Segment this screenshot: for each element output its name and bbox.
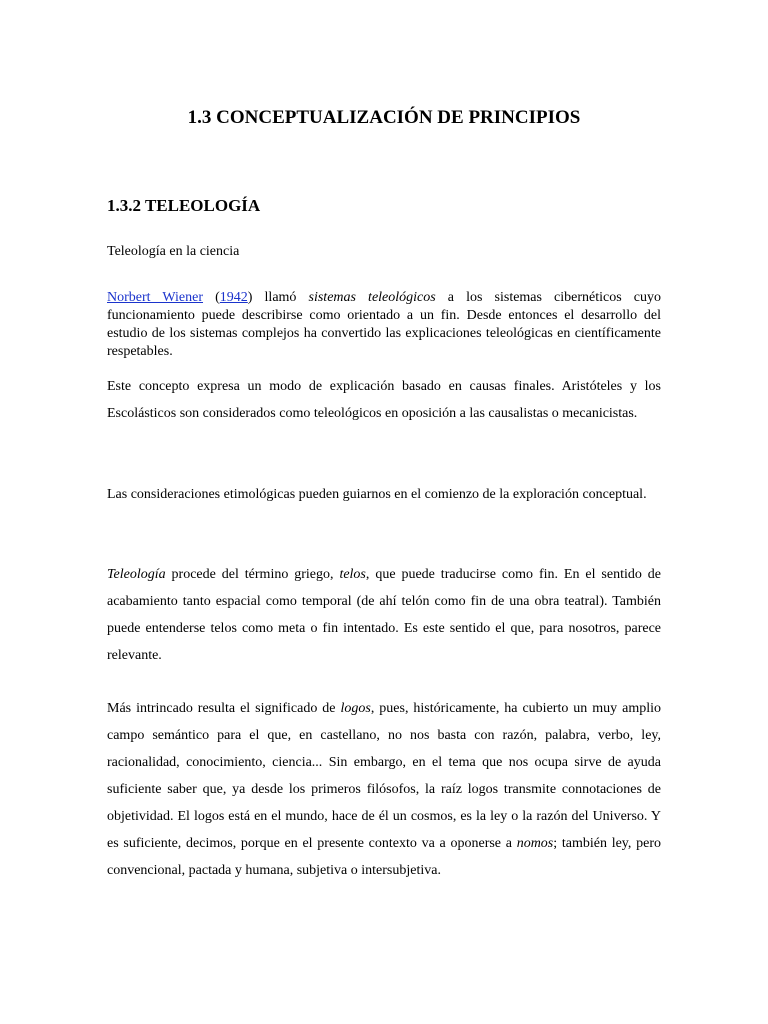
paragraph-4 <box>107 561 661 669</box>
paragraph-2: Este concepto expresa un modo de explicación basado en causas finales. Aristóteles y los Escolásticos son considerados como teleológicos en oposición a las causalistas o mecanicistas. <box>107 379 661 421</box>
paragraph-4-italic-start: Teleología <box>107 567 166 582</box>
paragraph-1 <box>107 289 661 361</box>
paragraph-5-text-c: ; también ley, pero convencional, pactada y humana, subjetiva o intersubjetiva. <box>107 836 661 878</box>
paragraph-1-italic-term: sistemas teleológicos <box>308 290 436 305</box>
section-heading: 1.3.2 TELEOLOGÍA <box>107 196 261 215</box>
paragraph-5 <box>107 695 661 884</box>
paragraph-3: Las consideraciones etimológicas pueden guiarnos en el comienzo de la exploración conceptual. <box>107 487 647 502</box>
paragraph-5-italic-nomos: nomos <box>516 836 554 851</box>
year-link[interactable]: 1942 <box>219 290 248 305</box>
paragraph-4-text-b: , que puede traducirse como fin. En el sentido de acabamiento tanto espacial como temporal (de ahí telón como fin de una obra teatral). También puede entenderse telos como meta o fin intentado. Es este sentido el que, para nosotros, parece relevante. <box>107 567 661 663</box>
paragraph-5-text-a: Más intrincado resulta el significado de <box>107 701 341 716</box>
author-link[interactable]: Norbert Wiener <box>107 290 204 305</box>
paragraph-1-paren: ( <box>203 290 220 305</box>
paragraph-1-text-b: a los sistemas cibernéticos cuyo funcionamiento puede describirse como orientado a un fin. Desde entonces el desarrollo del estudio de los sistemas complejos ha convertido las explicaciones teleológicas en científicamente respetables. <box>107 290 661 359</box>
paragraph-4-italic-telos: telos <box>339 567 366 582</box>
paragraph-5-italic-logos: logos <box>340 701 371 716</box>
paragraph-1-text-a: ) llamó <box>247 290 309 305</box>
page-title: 1.3 CONCEPTUALIZACIÓN DE PRINCIPIOS <box>187 107 581 128</box>
intro-line: Teleología en la ciencia <box>107 244 240 259</box>
paragraph-4-text-a: procede del término griego, <box>165 567 340 582</box>
paragraph-5-text-b: , pues, históricamente, ha cubierto un muy amplio campo semántico para el que, en castellano, no nos basta con razón, palabra, verbo, ley, racionalidad, conocimiento, ciencia... Sin embargo, en el tema que nos ocupa sirve de ayuda suficiente saber que, ya desde los primeros filósofos, la raíz logos transmite connotaciones de objetividad. El logos está en el mundo, hace de él un cosmos, es la ley o la razón del Universo. Y es suficiente, decimos, porque en el presente contexto va a oponerse a <box>107 701 661 851</box>
